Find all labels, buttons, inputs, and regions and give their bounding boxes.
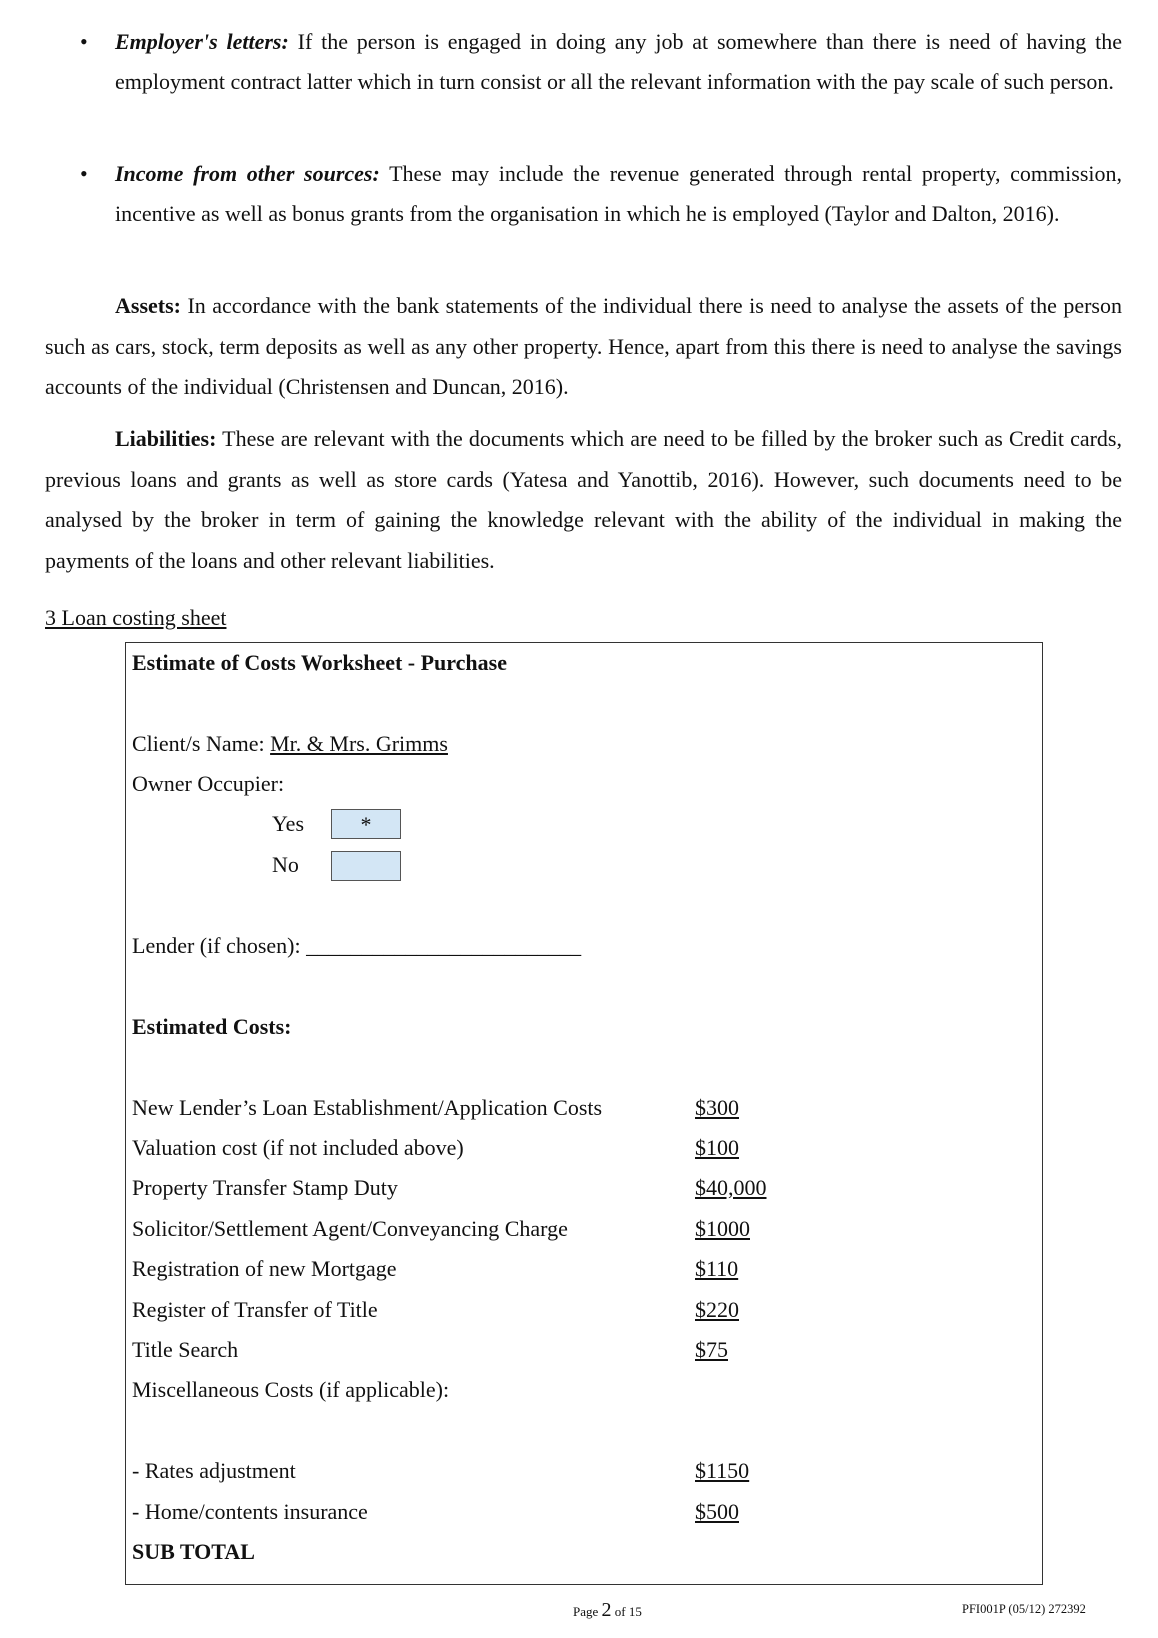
owner-occupier-no-label: No <box>272 852 299 877</box>
cost-value: $300 <box>695 1095 739 1120</box>
page-prefix: Page <box>573 1604 602 1619</box>
owner-occupier-yes-checkbox[interactable]: * <box>331 809 401 839</box>
form-code: PFI001P (05/12) 272392 <box>962 1602 1086 1616</box>
cost-value: $100 <box>695 1135 739 1160</box>
liabilities-paragraph <box>45 419 1122 581</box>
bullet-term: Income from other sources: <box>115 161 380 186</box>
section-heading: 3 Loan costing sheet <box>45 605 227 630</box>
misc-costs-label: Miscellaneous Costs (if applicable): <box>132 1377 450 1402</box>
cost-value: $220 <box>695 1297 739 1322</box>
lender-field: Lender (if chosen): _________________________ <box>132 933 582 958</box>
misc-cost-label: - Home/contents insurance <box>132 1499 368 1524</box>
paragraph-text: In accordance with the bank statements of the individual there is need to analyse the assets of the person such as cars, stock, term deposits as well as any other property. Hence, apart from this there is need to analyse the savings accounts of the individual (Christensen and Duncan, 2016). <box>45 293 1122 399</box>
estimate-of-costs-worksheet <box>125 642 1043 1585</box>
misc-cost-value: $500 <box>695 1499 739 1524</box>
cost-value: $110 <box>695 1256 739 1281</box>
paragraph-text: These are relevant with the documents which are need to be filled by the broker such as Credit cards, previous loans and grants as well as store cards (Yatesa and Yanottib, 2016). However, such documents need to be analysed by the broker in term of gaining the knowledge relevant with the ability of the individual in making the payments of the loans and other relevant liabilities. <box>45 426 1122 573</box>
cost-label: Registration of new Mortgage <box>132 1256 397 1281</box>
bullet-text: These may include the revenue generated through rental property, commission, incentive as well as bonus grants from the organisation in which he is employed (Taylor and Dalton, 2016). <box>115 161 1122 226</box>
bullet-term: Employer's letters: <box>115 29 289 54</box>
client-name-value: Mr. & Mrs. Grimms <box>270 731 448 756</box>
worksheet-title: Estimate of Costs Worksheet - Purchase <box>132 650 507 675</box>
assets-paragraph <box>45 286 1122 408</box>
subtotal-label: SUB TOTAL <box>132 1539 255 1564</box>
cost-label: Property Transfer Stamp Duty <box>132 1175 398 1200</box>
misc-cost-value: $1150 <box>695 1458 750 1483</box>
bullet-income-other-sources <box>115 154 1122 234</box>
cost-label: New Lender’s Loan Establishment/Application Costs <box>132 1095 603 1120</box>
client-name-label: Client/s Name: <box>132 731 271 756</box>
cost-label: Register of Transfer of Title <box>132 1297 378 1322</box>
cost-value: $1000 <box>695 1216 750 1241</box>
bullet-dot: • <box>80 29 88 54</box>
page-number <box>573 1600 642 1622</box>
bullet-employers-letters <box>115 22 1122 102</box>
cost-label: Title Search <box>132 1337 239 1362</box>
owner-occupier-label: Owner Occupier: <box>132 771 285 796</box>
paragraph-term: Liabilities: <box>115 426 217 451</box>
page-suffix: of 15 <box>611 1604 642 1619</box>
cost-value: $40,000 <box>695 1175 767 1200</box>
bullet-text: If the person is engaged in doing any job at somewhere than there is need of having the employment contract latter which in turn consist or all the relevant information with the pay scale of such person. <box>115 29 1123 94</box>
page-current: 2 <box>601 1599 612 1621</box>
misc-cost-label: - Rates adjustment <box>132 1458 296 1483</box>
cost-label: Solicitor/Settlement Agent/Conveyancing Charge <box>132 1216 568 1241</box>
owner-occupier-no-checkbox[interactable] <box>331 851 401 881</box>
client-name-row <box>132 724 448 764</box>
estimated-costs-heading: Estimated Costs: <box>132 1014 292 1039</box>
paragraph-term: Assets: <box>115 293 181 318</box>
cost-label: Valuation cost (if not included above) <box>132 1135 464 1160</box>
owner-occupier-yes-label: Yes <box>272 811 305 836</box>
cost-value: $75 <box>695 1337 728 1362</box>
bullet-dot: • <box>80 161 88 186</box>
